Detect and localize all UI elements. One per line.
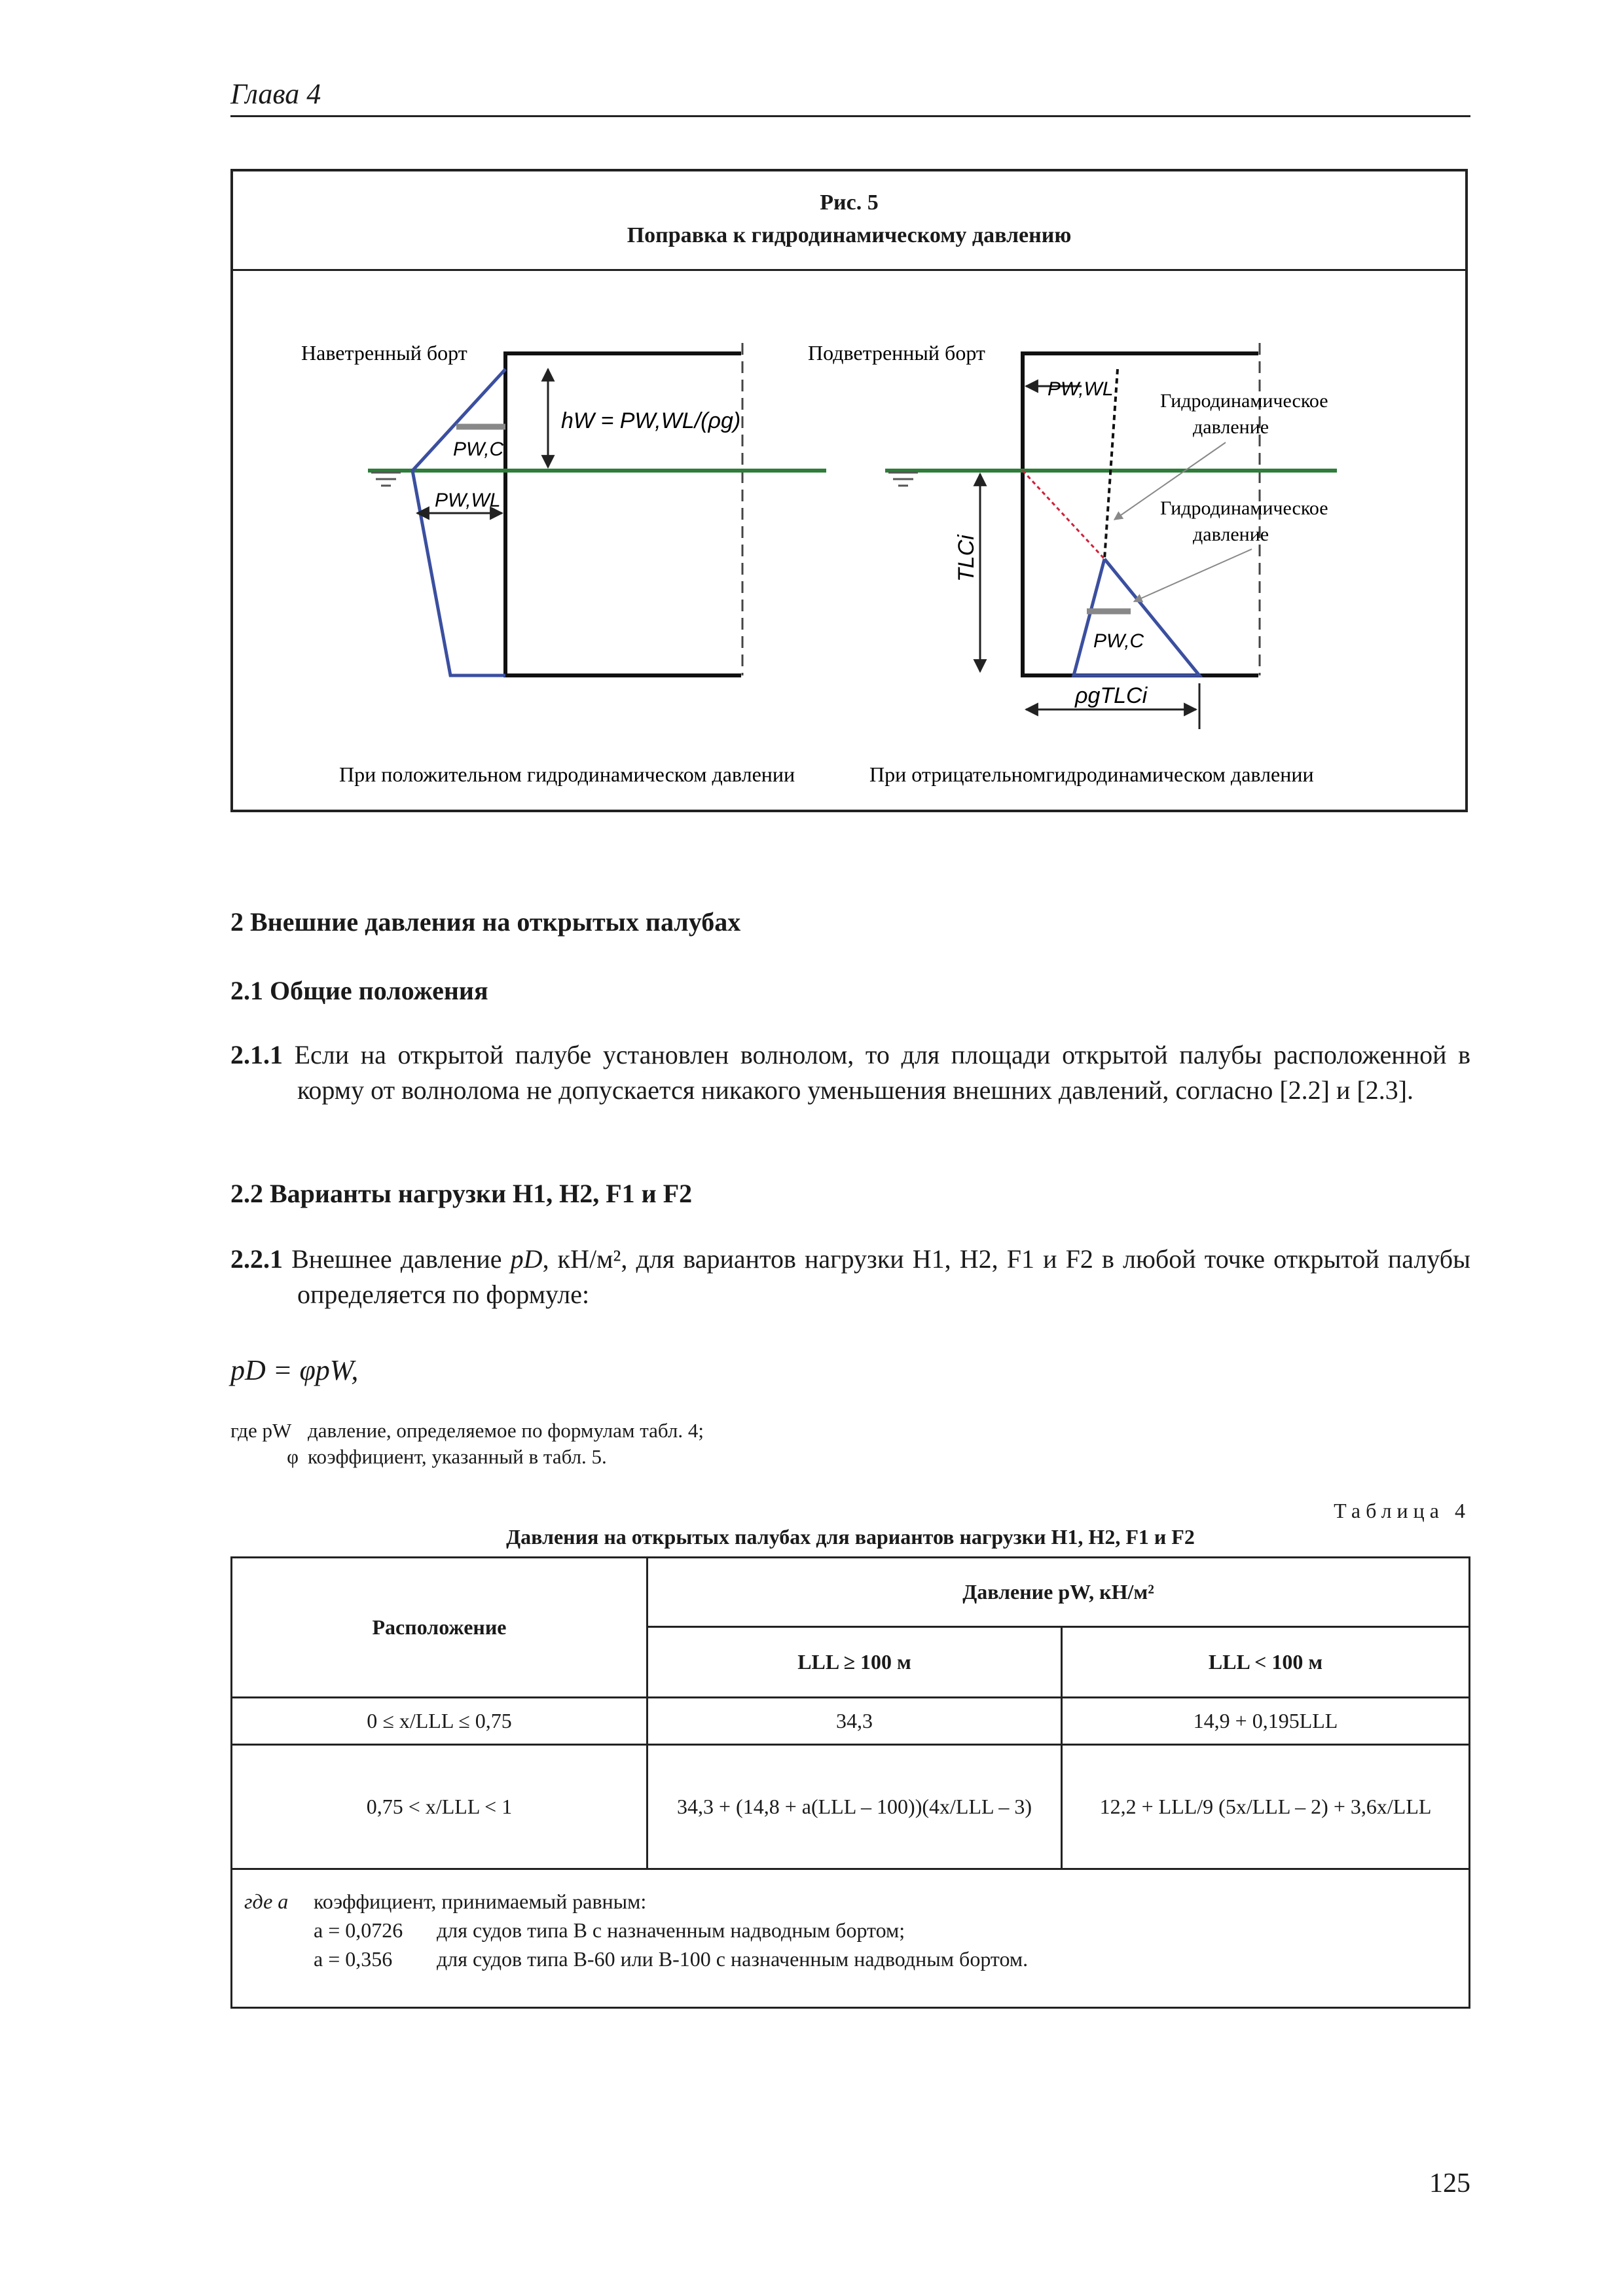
row2-ll-ge: 34,3 + (14,8 + a(LLL – 100))(4x/LLL – 3)	[647, 1745, 1062, 1869]
col-ll-ge-header: LLL ≥ 100 м	[647, 1627, 1062, 1698]
where-pw	[230, 1419, 704, 1443]
row1-ll-lt: 14,9 + 0,195LLL	[1062, 1698, 1470, 1745]
note-a1: a = 0,0726	[314, 1918, 403, 1942]
figure-number: Рис. 5	[820, 190, 879, 215]
row1-location: 0 ≤ x/LLL ≤ 0,75	[232, 1698, 647, 1745]
col-ll-lt-header: LLL < 100 м	[1062, 1627, 1470, 1698]
water-symbol-icon	[371, 473, 401, 486]
water-symbol-icon	[888, 473, 918, 486]
col-location-header: Расположение	[232, 1558, 647, 1698]
note-where: где a	[244, 1890, 289, 1913]
note-a2: a = 0,356	[314, 1947, 393, 1971]
table-label: Таблица 4	[1334, 1499, 1470, 1522]
table-4	[230, 1556, 1470, 2009]
hydro-dashed-red	[1023, 471, 1104, 559]
where-phi-symbol: φ	[287, 1445, 299, 1468]
left-pwc-label: PW,C	[453, 439, 504, 460]
left-panel	[301, 341, 826, 786]
right-pwwl-label: PW,WL	[1048, 378, 1114, 400]
paragraph-2-1-1	[230, 1037, 1470, 1108]
chapter-title: Глава 4	[230, 78, 321, 110]
section-2-1-title: 2.1 Общие положения	[230, 976, 488, 1005]
note-a2-text: для судов типа B-60 или B-100 с назначенным надводным бортом.	[437, 1947, 1029, 1971]
right-pwc-label: PW,C	[1093, 630, 1144, 652]
where-pw-text: давление, определяемое по формулам табл. 4;	[308, 1419, 704, 1442]
right-bottom-caption: При отрицательномгидродинамическом давлении	[869, 762, 1314, 786]
left-hull	[505, 353, 741, 675]
table-title: Давления на открытых палубах для вариантов нагрузки H1, H2, F1 и F2	[506, 1525, 1195, 1549]
paragraph-number: 2.1.1	[230, 1040, 283, 1069]
right-pressure-profile	[1074, 559, 1199, 675]
figure-caption	[230, 169, 1468, 271]
pd-variable: pD	[510, 1244, 543, 1274]
windward-label: Наветренный борт	[301, 341, 467, 365]
tlci-label: TLCi	[954, 535, 979, 582]
paragraph-2-2-1	[230, 1242, 1470, 1312]
page-number: 125	[1429, 2168, 1470, 2198]
where-phi-text: коэффициент, указанный в табл. 5.	[308, 1445, 607, 1468]
row1-ll-ge: 34,3	[647, 1698, 1062, 1745]
hydro-label-1b: давление	[1193, 416, 1269, 438]
paragraph-text: Если на открытой палубе установлен волнолом, то для площади открытой палубы расположенной в корму от волнолома не допускается никакого уменьшения внешних давлений, согласно [2.2] и [2.3].	[294, 1040, 1470, 1105]
figure-diagram	[230, 271, 1468, 810]
paragraph-text-b: , кН/м², для вариантов нагрузки H1, H2, F1 и F2 в любой точке открытой палубы определяется по формуле:	[297, 1244, 1471, 1309]
paragraph-number: 2.2.1	[230, 1244, 283, 1274]
section-2-2-title: 2.2 Варианты нагрузки H1, H2, F1 и F2	[230, 1179, 693, 1208]
where-pw-symbol: где pW	[230, 1419, 292, 1442]
row2-location: 0,75 < x/LLL < 1	[232, 1745, 647, 1869]
right-panel	[808, 341, 1337, 786]
left-pressure-profile	[412, 369, 505, 675]
hydro-leader-2	[1134, 549, 1252, 601]
where-phi	[230, 1445, 607, 1469]
formula-pd: pD = φpW,	[230, 1354, 359, 1386]
header-rule	[230, 115, 1470, 117]
paragraph-text-a: Внешнее давление	[291, 1244, 511, 1274]
left-pwwl-label: PW,WL	[435, 490, 501, 511]
figure-title: Поправка к гидродинамическому давлению	[627, 223, 1072, 247]
col-pressure-header: Давление pW, кН/м²	[647, 1558, 1470, 1627]
hydro-label-2a: Гидродинамическое	[1160, 497, 1328, 519]
section-2-title: 2 Внешние давления на открытых палубах	[230, 907, 741, 937]
leeward-label: Подветренный борт	[808, 341, 985, 365]
hydro-label-2b: давление	[1193, 524, 1269, 545]
note-a1-text: для судов типа B с назначенным надводным бортом;	[437, 1918, 905, 1942]
table-note	[232, 1869, 1470, 2008]
left-hw-formula: hW = PW,WL/(ρg)	[561, 408, 741, 433]
note-text: коэффициент, принимаемый равным:	[314, 1890, 647, 1913]
left-bottom-caption: При положительном гидродинамическом давлении	[339, 762, 795, 786]
rho-label: ρgTLCi	[1075, 683, 1148, 708]
row2-ll-lt: 12,2 + LLL/9 (5x/LLL – 2) + 3,6x/LLL	[1062, 1745, 1470, 1869]
hydro-label-1a: Гидродинамическое	[1160, 390, 1328, 412]
